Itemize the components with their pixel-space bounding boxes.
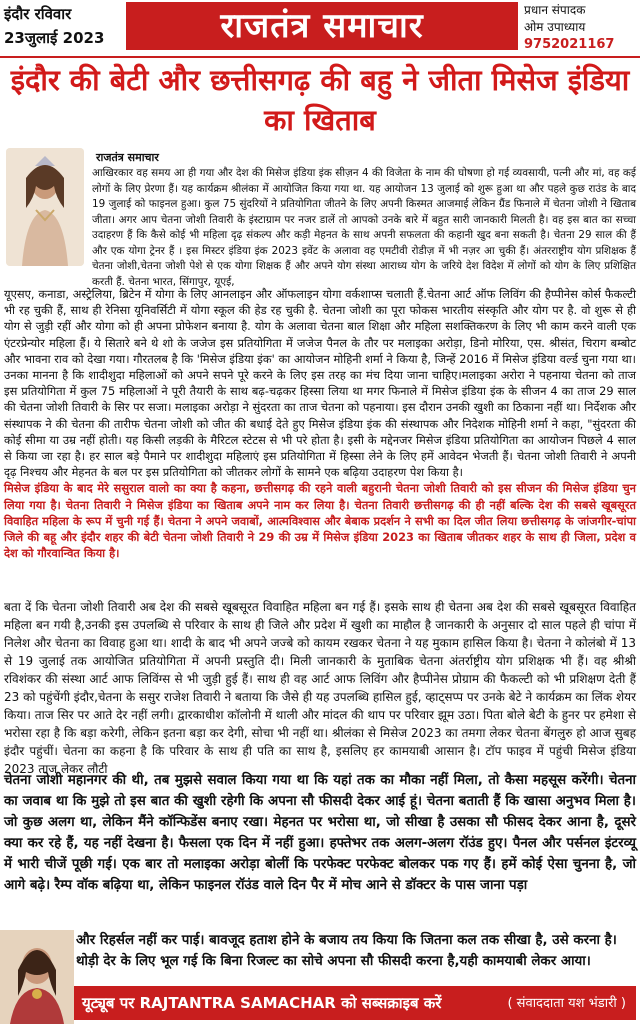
article-intro: आखिरकार वह समय आ ही गया और देश की मिसेज इंडिया इंक सीज़न 4 की विजेता के नाम की घोषणा हो गई व्यवसायी, पत्नी और मां, वह कई लोगों के लिए प्रेरणा हैं। यह कार्यक्रम श्रीलंका में आयोजित किया गया था. यह आयोजन 13 जुलाई को शुरू हुआ था और पहले कुछ राउंड के बाद 19 जुलाई को फाइनल हुआ। कुल 75 सुंदरियों ने प्रतियोगिता जीतने के लिए अपनी किस्मत आजमाई लेकिन ग्रैंड फिनाले में चेतना जोशी ने खिताब जीता। अगर आप चेतना जोशी तिवारी के इंस्टाग्राम पर नजर डालें तो आपको उनके बारे में बहुत सारी जानकारी मिलती है। वह इस बात का सच्चा उदाहरण हैं कि कैसे कोई भी महिला दृढ़ संकल्प और कड़ी मेहनत के साथ अपनी सफलता की कहानी खुद बना सकती है। चेतना 29 साल की हैं और एक योगा ट्रेनर हैं । इस मिस्टर इंडिया इंक 2023 इवेंट के अलावा वह एमटीवी रोडीज़ में भी नज़र आ चुकी हैं। अंतरराष्ट्रीय योग प्रशिक्षक हैं चेतना जोशी,चेतना जोशी पेशे से एक योगा शिक्षक हैं और अपने योग संस्था आराध्य योग के जरिये देश विदेश में लोगों को योग के लिए प्रशिक्षित करती हैं. चेतना भारत, सिंगापुर, यूएई, (92, 167, 636, 288)
issue-date: 23जुलाई 2023 (4, 29, 105, 47)
article-continued: बता दें कि चेतना जोशी तिवारी अब देश की सबसे खूबसूरत विवाहित महिला बन गई हैं। इसके साथ ही चेतना अब देश की सबसे खूबसूरत विवाहित महिला बन गयी है,उनकी इस उपलब्धि से परिवार के साथ ही जिले और प्रदेश में खुशी का माहौल है जानकारी के अनुसार दो साल पहले ही चांपा में निलेश और चेतना का विवाह हुआ था। शादी के बाद भी अपने जज्बे को कायम रखकर चेतना ने यह मुकाम हासिल किया है। चेतना ने कोलंबो में 13 से 19 जुलाई तक आयोजित प्रतियोगिता में अपनी प्रस्तुति दी। मिली जानकारी के मुताबिक चेतना अंतर्राष्ट्रीय योग प्रशिक्षक भी हैं। वह श्रीश्री रविशंकर की संस्था आर्ट आफ लिविंग्स से भी जुड़ी हुई हैं। साथ ही वह आर्ट आफ लिविंग और हैप्पीनेस प्रोग्राम की फैकल्टी को भी प्रशिक्षण देती हैं 23 को पहुंचेंगी इंदौर,चेतना के ससुर राजेश तिवारी ने बताया कि जैसे ही यह उपलब्धि हासिल हुई, व्हाट्सप्प पर उनके बेटे ने कार्यक्रम का लिंक शेयर किया। ताज सिर पर आते देर नहीं लगी। द्वारकाधीश कॉलोनी में थाली और मांदल की थाप पर परिवार झूम उठा। पिता बोले बेटी के हुनर पर हमेशा से भरोसा रहा है कि बड़ा करेगी, लेकिन इतना बड़ा कर देगी, सोचा भी नहीं था। श्रीलंका से मिसेज 2023 का तमगा लेकर चेतना बेंगलुरु हो आज सुबह इंदौर पहुंचीं। चेतना का कहना है कि परिवार के साथ ही पति का साथ है, इसलिए हर कामयाबी आसान है। टॉप फाइव में पहुंची मिसेज इंडिया 2023 ताज लेकर लौटी (4, 600, 636, 776)
winner-photo (6, 148, 84, 266)
interview-text: चेतना जोशी महानगर की थी, तब मुझसे सवाल किया गया था कि यहां तक का मौका नहीं मिला, तो कैसा महसूस करेंगी। चेतना का जवाब था कि मुझे तो इस बात की खुशी रहेगी कि अपना सौ फीसदी देकर आई हूं। चेतना बताती हैं कि खासा अनुभव मिला है। जो कुछ अलग था, लेकिन मैंने कॉन्फिडेंस बनाए रखा। मेहनत पर भरोसा था, जो सीखा है उसका सौ फीसद देकर आना है, दूसरे क्या कर रहे हैं, यह नहीं देखना है। फैसला एक दिन में नहीं हुआ। हफ्तेभर तक अलग-अलग रॉउंड हुए। पैनल और पर्सनल इंटरव्यू में भारी चीजें पूछी गई। एक बार तो मलाइका अरोड़ा बोलीं कि परफेक्ट परफेक्ट बोलकर पक गए हैं। हमें कोई ऐसा चुनना है, जो आगे बढ़े। रैम्प वॉक बढ़िया था, लेकिन फाइनल रॉउंड वाले दिन पैर में मोच आने से डॉक्टर के पास जाना पड़ा (4, 773, 636, 893)
city-day: इंदौर रविवार (4, 5, 72, 23)
newspaper-title: राजतंत्र समाचार (126, 2, 518, 50)
editor-name: ओम उपाध्याय (524, 20, 586, 34)
highlight-paragraph: मिसेज इंडिया के बाद मेरे ससुराल वालो का क्या है कहना, छत्तीसगढ़ की रहने वाली बहुरानी चेतना जोशी तिवारी को इस सीजन की मिसेज इंडिया चुन लिया गया है। चेतना तिवारी ने मिसेज इंडिया का खिताब अपने नाम कर लिया है। चेतना तिवारी छत्तीसगढ़ की ही नहीं बल्कि देश की सबसे खूबसूरत विवाहित महिला के रूप में चुनी गई हैं। चेतना ने अपने जवाबों, आत्मविश्वास और बेबाक प्रदर्शन ने सभी का दिल जीत लिया छत्तीसगढ़ के जांजगीर-चांपा जिले की बहू और इंदौर शहर की बेटी चेतना जोशी तिवारी ने 29 की उम्र में मिसेज इंडिया 2023 का खिताब जीतकर शहर के साथ ही जिला, प्रदेश व देश को गौरवान्वित किया है। (4, 481, 636, 561)
reporter-credit: ( संवाददाता यश भंडारी ) (507, 996, 626, 1011)
editor-role: प्रधान संपादक (524, 3, 586, 17)
byline: राजतंत्र समाचार (96, 151, 159, 164)
youtube-subscribe-text: यूट्यूब पर RAJTANTRA SAMACHAR को सब्सक्राइब करें (82, 994, 442, 1012)
footer-banner (74, 986, 636, 1020)
masthead (0, 0, 640, 56)
closing-text: और रिहर्सल नहीं कर पाई। बावजूद हताश होने के बजाय तय किया कि जितना कल तक सीखा है, उसे करना है। थोड़ी देर के लिए भूल गई कि बिना रिजल्ट का सोचे अपना सौ फीसदी करना है,यही कामयाबी लेकर आया। (76, 933, 617, 969)
winner-thumbnail (0, 930, 74, 1024)
article-body (4, 286, 636, 561)
editor-box (524, 2, 638, 53)
headline: इंदौर की बेटी और छत्तीसगढ़ की बहु ने जीता मिसेज इंडिया का खिताब (10, 63, 630, 137)
article-paragraph: यूएसए, कनाडा, अस्ट्रेलिया, ब्रिटेन में योगा के लिए आनलाइन और ऑफलाइन योगा वर्कशाप्स चलाती हैं.चेतना आर्ट ऑफ लिविंग की हैप्पीनेस कोर्स फैकल्टी भी रह चुकी हैं, साथ ही रेनिसा यूनिवर्सिटी में योगा स्कूल की हेड रह चुकी है. चेतना जोशी का पूरा फोकस भारतीय संस्कृति और योग पर है. वो शुरू से ही योग से जुड़ी रहीं और योगा को ही अपना प्रोफेशन बनाया है. योग के अलावा चेतना बाल शिक्षा और महिला सशक्तिकरण के लिए भी काम करने वाली एक एंटरप्रेन्योर महिला हैं। ये सितारे बने थे शो के जजेज इस प्रतियोगिता में जजेज पैनल के तौर पर मलाइका अरोड़ा, डिनो मोरिया, एस. श्रीसंत, चिराग बम्बोट और भावना राव को देखा गया। गौरतलब है कि 'मिसेज इंडिया इंक' का आयोजन मोहिनी शर्मा ने किया है, जिन्हें 2016 में मिसेज इंडिया वर्ल्ड चुना गया था। उनका मानना है कि शादीशुदा महिलाओं को अपने सपने पूरे करने के लिए इस तरह का मंच दिया जाना चाहिए।मलाइका अरोरा ने पहनाया चेतना को ताज इस प्रतियोगिता में कुल 75 महिलाओं ने पूरी तैयारी के साथ बढ़-चढ़कर हिस्सा लिया था मगर फिनाले में मिसेज इंडिया इंक के सीजन 4 का ताज 29 साल की चेतना जोशी तिवारी के सिर पर सजा। मलाइका अरोड़ा ने सुंदरता का ताज चेतना को पहनाया। इस दौरान उनकी खुशी का ठिकाना नहीं था। निर्देशक और संस्थापक ने की चेतना की तारीफ चेतना जोशी को जीत की बधाई देते हुए मिसेज इंडिया इंक की संस्थापक और निदेशक मोहिनी शर्मा ने कहा, "सुंदरता की कोई सीमा या उम्र नहीं होती। यह किसी लड़की के मैरिटल स्टेटस से भी परे होता है। इसी के मद्देनजर मिसेज इंडिया प्रतियोगिता का आयोजन पिछले 4 साल से किया जा रहा है। हर साल बड़े पैमाने पर शादीशुदा महिलाएं इस प्रतियोगिता में हिस्सा लेने के लिए हमें आवेदन भेजती हैं। चेतना जोशी तिवारी ने अपनी दृढ़ निश्चय और मेहनत के बल पर इस प्रतियोगिता को जीतकर लोगों के सामने एक बढ़िया उदाहरण पेश किया है। (4, 287, 636, 480)
masthead-dateline (4, 2, 116, 50)
masthead-divider (0, 56, 640, 58)
phone-number: 9752021167 (524, 37, 615, 52)
